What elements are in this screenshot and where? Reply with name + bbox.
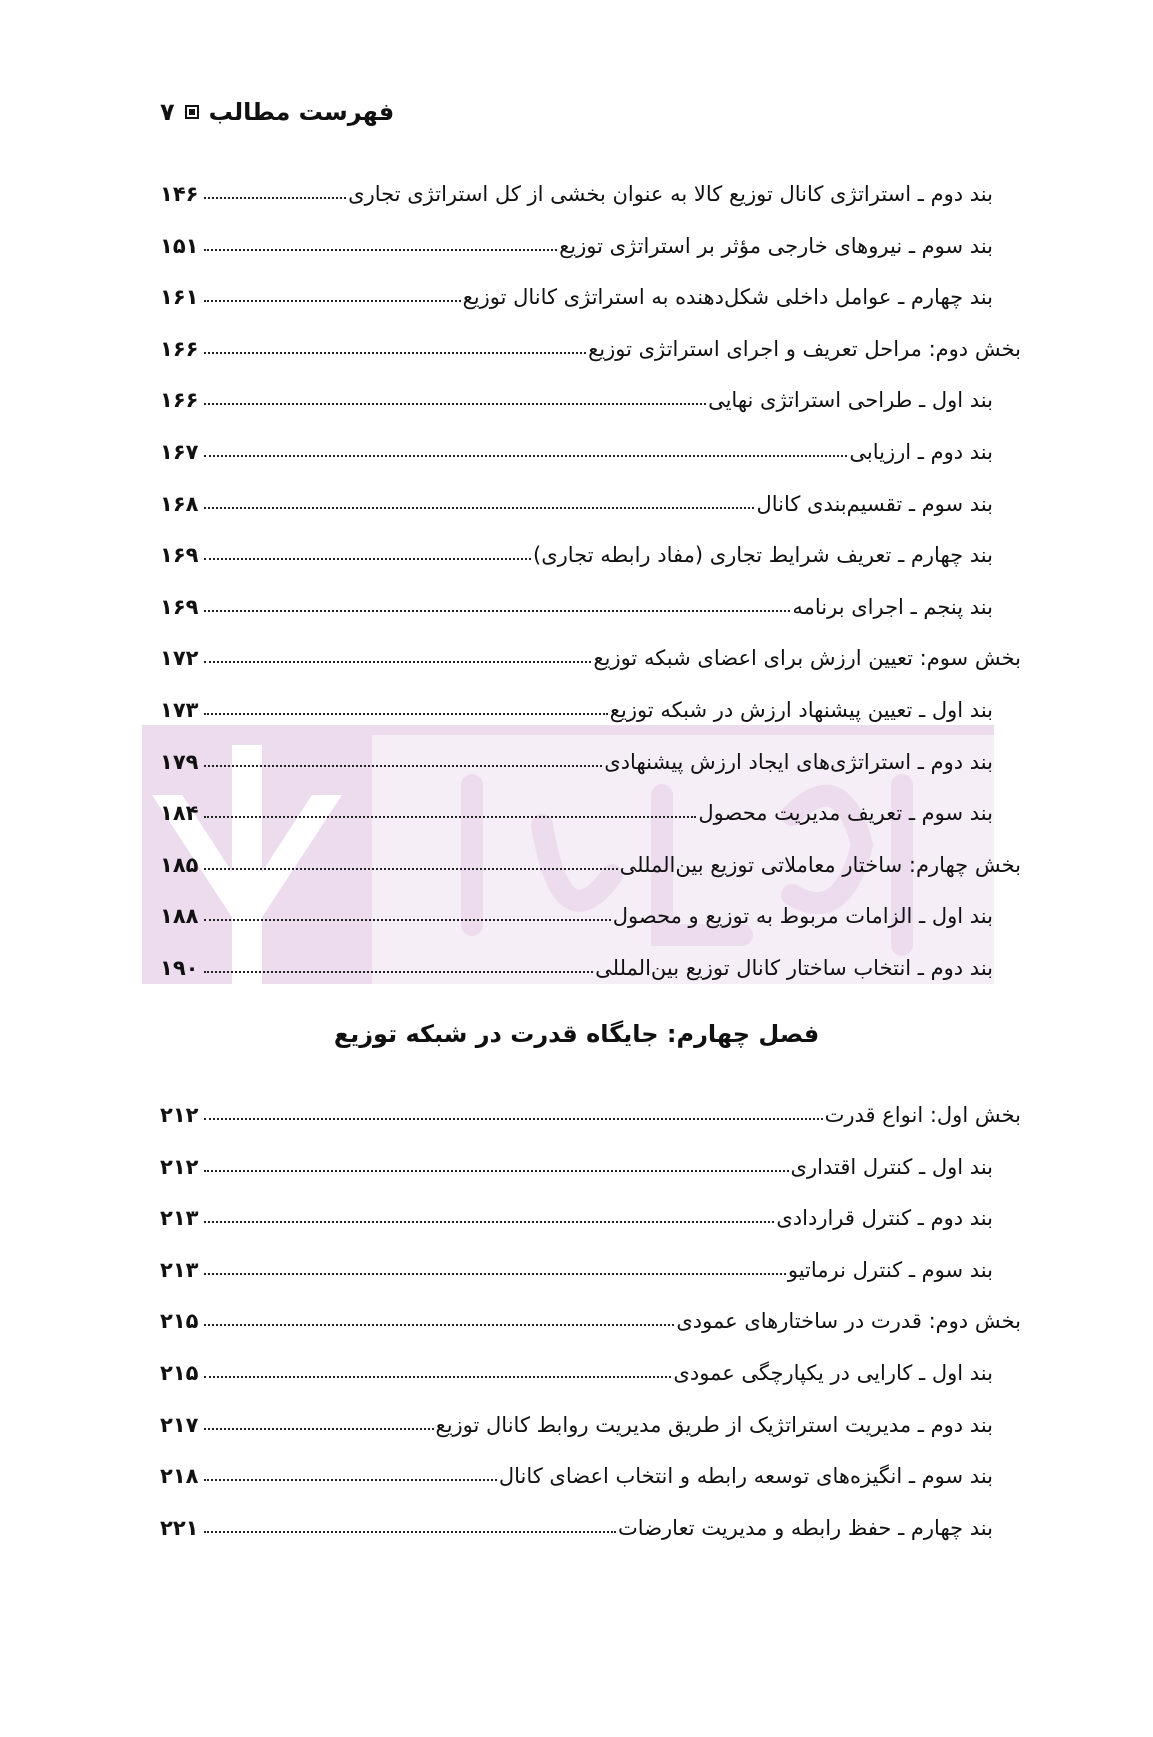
dot-leader [204,1273,786,1275]
entry-title: بخش چهارم: ساختار معاملاتی توزیع بین‌المللی [619,852,1021,877]
dot-leader [204,300,461,302]
entry-title: بند دوم ـ ارزیابی [849,440,993,464]
dot-leader [204,1376,671,1378]
entry-page-number: ۱۷۲ [160,646,199,671]
dot-leader [204,1531,616,1533]
toc-section-entry [160,1093,1021,1127]
entry-title: بند چهارم ـ عوامل داخلی شکل‌دهنده به استراتژی کانال توزیع [462,285,993,310]
dot-leader [204,868,618,870]
entry-page-number: ۲۱۵ [160,1361,199,1385]
entry-title: بند چهارم ـ تعریف شرایط تجاری (مفاد رابطه تجاری) [533,543,993,568]
entry-page-number: ۱۶۸ [160,491,199,516]
entry-page-number: ۲۱۵ [160,1309,199,1334]
entry-page-number: ۲۱۷ [160,1412,199,1437]
toc-entry [160,482,993,516]
header-page-number: ۷ [160,98,175,126]
entry-page-number: ۱۶۷ [160,440,199,464]
toc-entry [160,1351,993,1385]
entry-page-number: ۲۱۲ [160,1154,199,1179]
dot-leader [204,1170,789,1172]
dot-leader [204,661,591,663]
square-bullet-icon [185,105,199,119]
entry-title: بند دوم ـ استراتژی‌های ایجاد ارزش پیشنهادی [604,749,993,774]
entry-title: بند اول ـ تعیین پیشنهاد ارزش در شبکه توزیع [609,698,993,722]
entry-title: بند سوم ـ تقسیم‌بندی کانال [756,491,993,516]
entry-title: بند دوم ـ مدیریت استراتژیک از طریق مدیریت روابط کانال توزیع [435,1412,993,1437]
entry-title: بند چهارم ـ حفظ رابطه و مدیریت تعارضات [618,1515,993,1540]
entry-page-number: ۱۶۹ [160,543,199,568]
entry-title: بند پنجم ـ اجرای برنامه [792,594,993,619]
entry-title: بند اول ـ کنترل اقتداری [790,1154,993,1179]
entry-page-number: ۲۱۸ [160,1464,199,1489]
toc-entry [160,688,993,722]
entry-title: بند سوم ـ نیروهای خارجی مؤثر بر استراتژی توزیع [559,233,993,258]
entry-title: بند دوم ـ کنترل قراردادی [776,1206,993,1231]
dot-leader [204,1479,497,1481]
entry-title: بند دوم ـ انتخاب ساختار کانال توزیع بین‌المللی [595,956,993,980]
entry-page-number: ۱۷۹ [160,749,199,774]
entry-page-number: ۱۶۹ [160,594,199,619]
dot-leader [204,610,790,612]
dot-leader [204,1428,434,1430]
toc-entry [160,585,993,619]
dot-leader [204,197,346,199]
entry-page-number: ۱۴۶ [160,182,199,206]
dot-leader [204,1324,674,1326]
entry-page-number: ۲۲۱ [160,1515,199,1540]
toc-section-entry [160,636,1021,670]
toc-entry [160,1196,993,1230]
entry-page-number: ۱۷۳ [160,698,199,722]
entry-title: بخش سوم: تعیین ارزش برای اعضای شبکه توزیع [593,646,1021,671]
entry-page-number: ۱۵۱ [160,233,199,258]
toc-entry [160,224,993,258]
toc-entry [160,1248,993,1282]
dot-leader [204,558,531,560]
entry-page-number: ۲۱۳ [160,1206,199,1231]
entry-title: بخش اول: انواع قدرت [824,1103,1021,1127]
entry-page-number: ۱۹۰ [160,956,199,980]
toc-entry [160,430,993,464]
toc-entry [160,1454,993,1488]
dot-leader [204,971,593,973]
entry-title: بند سوم ـ کنترل نرماتیو [787,1257,993,1282]
entry-title: بند اول ـ کارایی در یکپارچگی عمودی [673,1361,993,1385]
entry-page-number: ۱۶۶ [160,336,199,361]
entry-title: بخش دوم: قدرت در ساختارهای عمودی [676,1309,1021,1334]
page-header [160,98,394,126]
dot-leader [204,919,611,921]
toc-entry [160,894,993,928]
toc-entry [160,740,993,774]
entry-title: بند اول ـ طراحی استراتژی نهایی [708,388,993,413]
toc-section-entry [160,1299,1021,1333]
toc-entry [160,946,993,980]
entry-title: بند سوم ـ انگیزه‌های توسعه رابطه و انتخاب اعضای کانال [498,1464,993,1489]
toc-entry [160,533,993,567]
toc-section-entry [160,843,1021,877]
toc-entry [160,1145,993,1179]
entry-title: بند اول ـ الزامات مربوط به توزیع و محصول [612,904,993,929]
toc-entry [160,378,993,412]
entry-title: بخش دوم: مراحل تعریف و اجرای استراتژی توزیع [588,336,1021,361]
chapter-title: فصل چهارم: جایگاه قدرت در شبکه توزیع [333,1020,820,1048]
entry-page-number: ۱۸۵ [160,852,199,877]
entry-title: بند سوم ـ تعریف مدیریت محصول [698,801,993,826]
header-title: فهرست مطالب [208,98,395,126]
toc-entry [160,1403,993,1437]
dot-leader [204,816,696,818]
toc-entry [160,275,993,309]
entry-page-number: ۱۶۶ [160,388,199,413]
toc-entry [160,791,993,825]
dot-leader [204,1221,774,1223]
entry-page-number: ۲۱۲ [160,1103,199,1127]
dot-leader [204,455,847,457]
entry-page-number: ۱۸۴ [160,801,199,826]
toc-entry [160,172,993,206]
dot-leader [204,713,608,715]
dot-leader [204,403,706,405]
entry-page-number: ۱۸۸ [160,904,199,929]
toc-section-entry [160,327,1021,361]
entry-page-number: ۱۶۱ [160,285,199,310]
entry-page-number: ۲۱۳ [160,1257,199,1282]
dot-leader [204,1118,823,1120]
dot-leader [204,507,754,509]
dot-leader [204,765,602,767]
dot-leader [204,352,586,354]
dot-leader [204,249,557,251]
entry-title: بند دوم ـ استراتژی کانال توزیع کالا به عنوان بخشی از کل استراتژی تجاری [348,182,993,206]
toc-entry [160,1506,993,1540]
